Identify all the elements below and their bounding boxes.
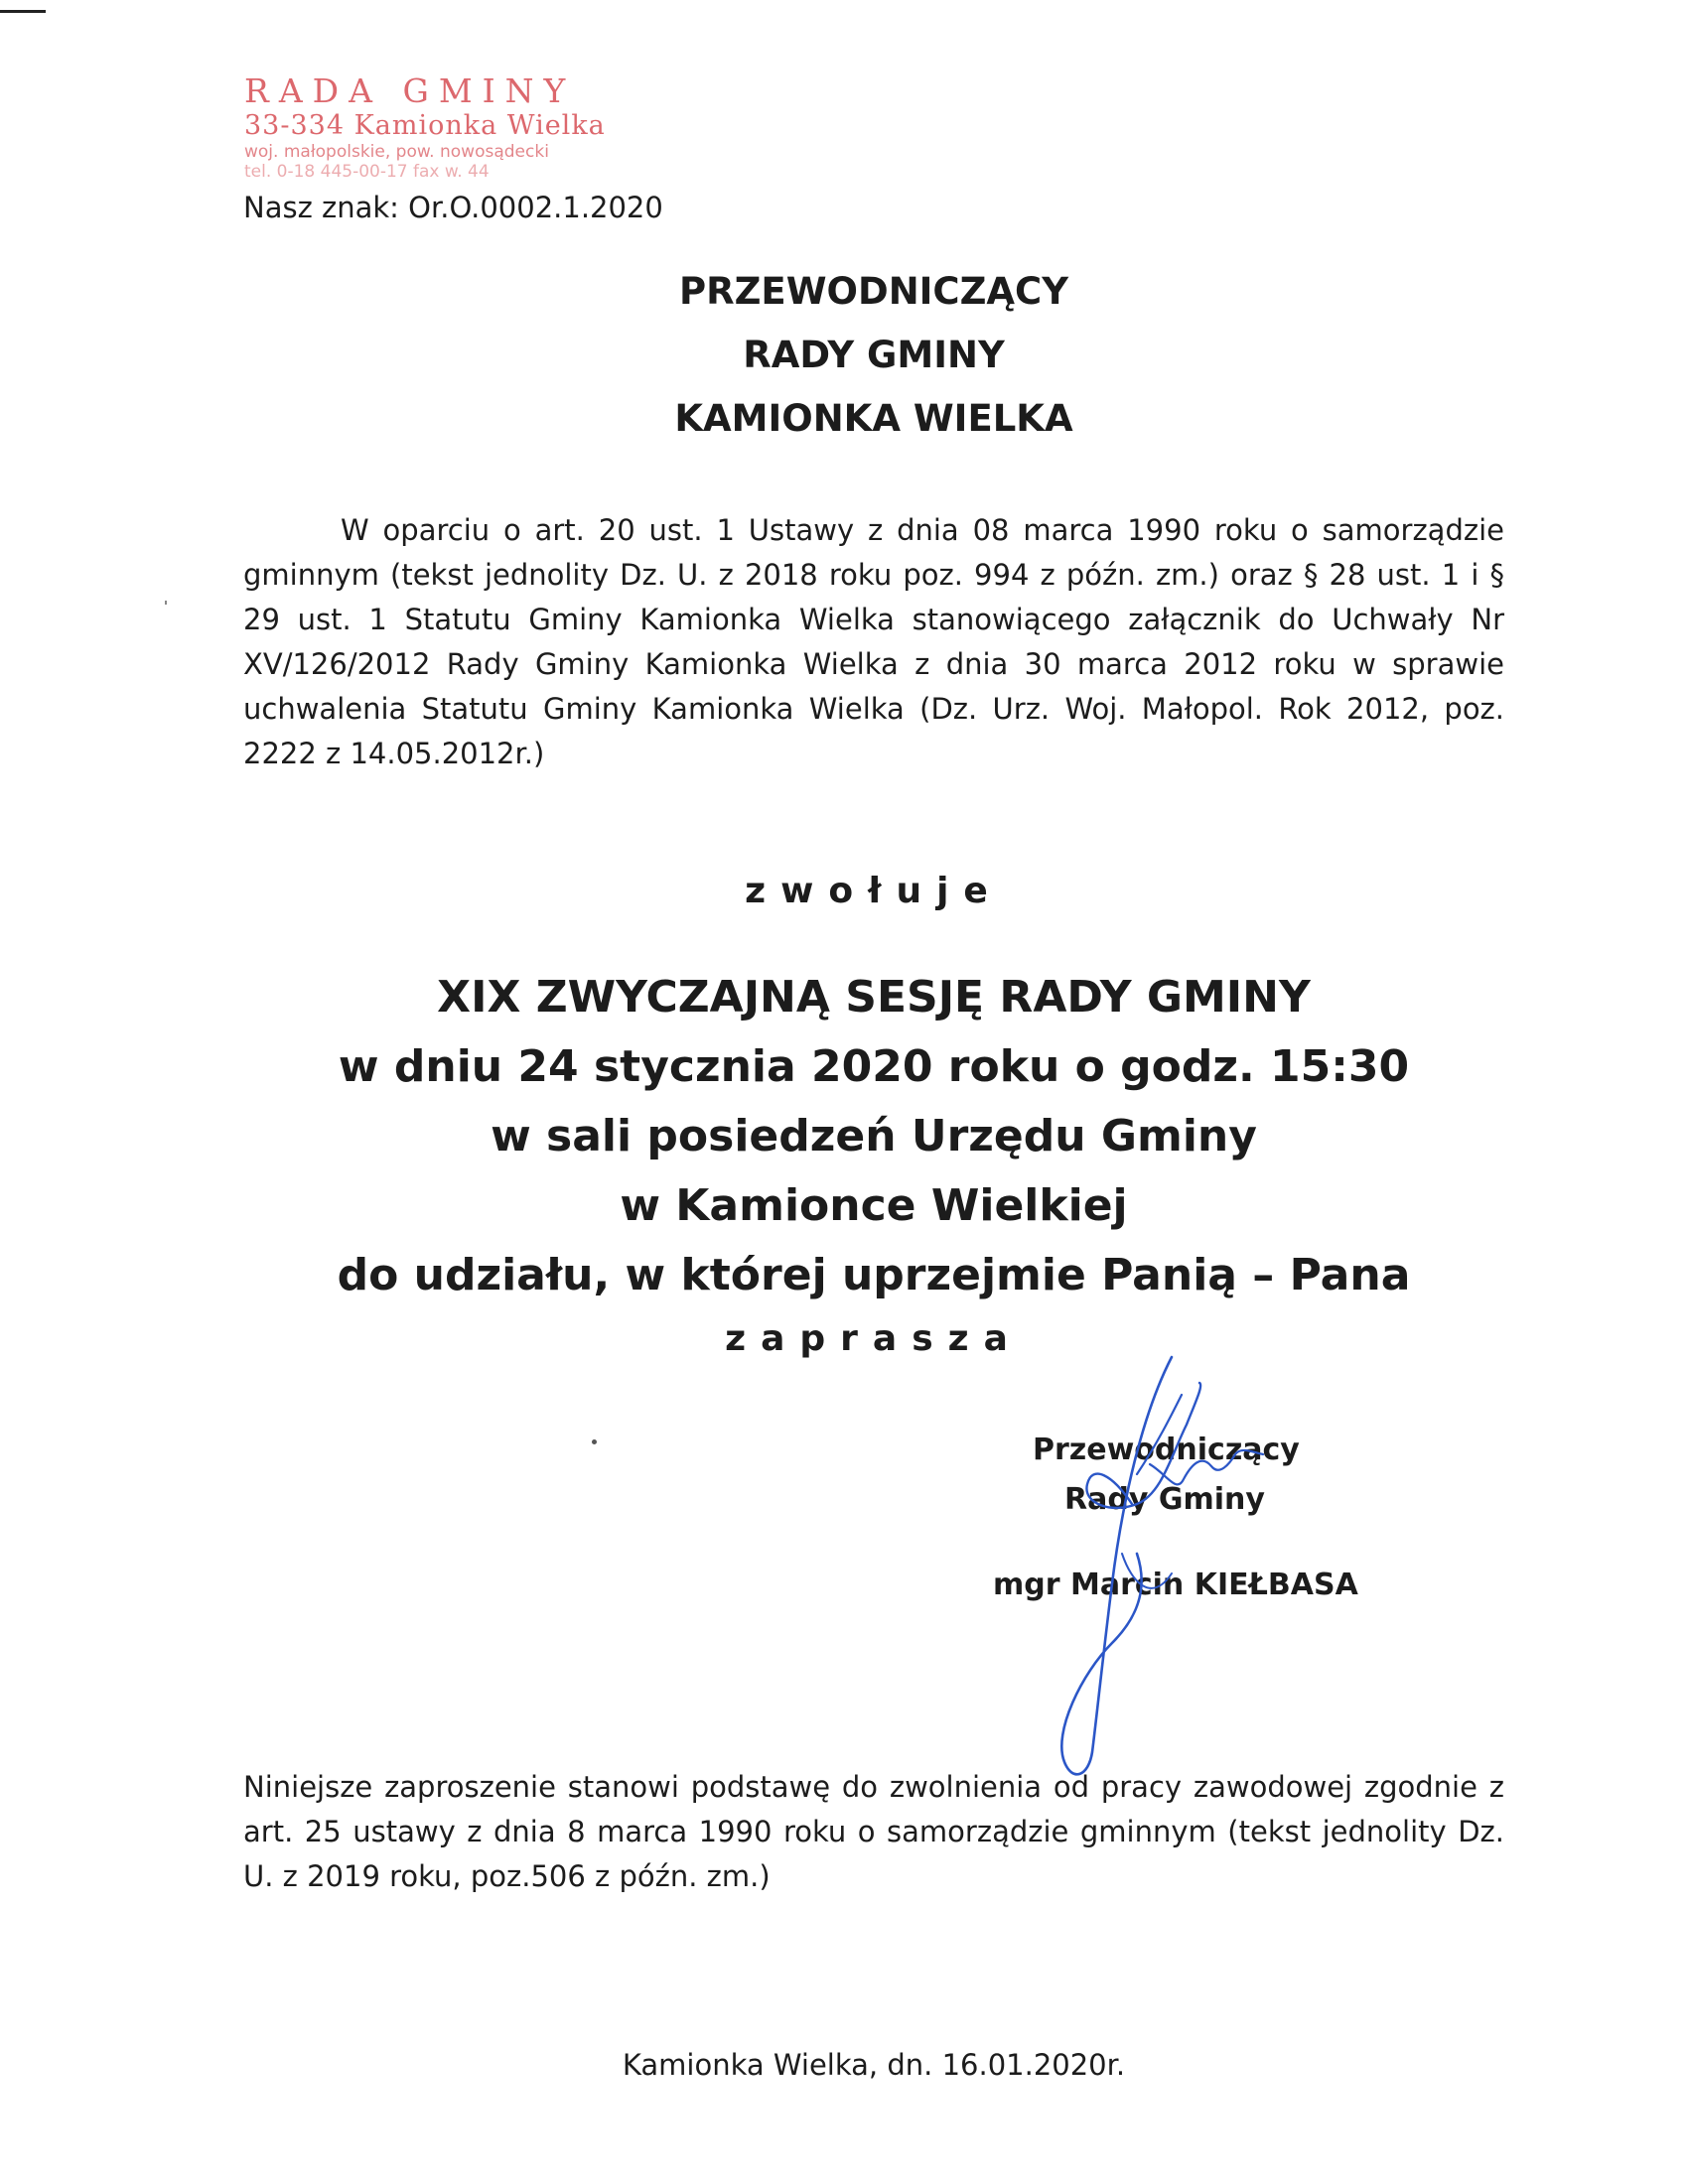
session-announcement [0,963,1688,1310]
signatory-title-1: Przewodniczący [1033,1433,1300,1467]
invites-word: zaprasza [725,1318,1023,1359]
session-line-1: XIX ZWYCZAJNĄ SESJĘ RADY GMINY [437,972,1311,1023]
stamp-line-4: tel. 0-18 445-00-17 fax w. 44 [244,162,490,182]
session-line-4: w Kamionce Wielkiej [620,1180,1128,1231]
session-line-2: w dniu 24 stycznia 2020 roku o godz. 15:30 [338,1041,1410,1092]
document-heading [0,260,1688,451]
stamp-line-2: 33-334 Kamionka Wielka [244,110,606,141]
scan-speck [165,601,167,605]
heading-line-3: KAMIONKA WIELKA [674,397,1073,440]
council-stamp [244,71,612,181]
heading-line-1: PRZEWODNICZĄCY [679,270,1068,313]
convenes-word: zwołuje [745,871,1003,911]
session-line-5: do udziału, w której uprzejmie Panią – Pana [337,1250,1411,1300]
signatory-title-2: Rady Gminy [1064,1482,1265,1517]
handwritten-signature [973,1355,1301,1782]
stamp-line-1: RADA GMINY [244,71,576,110]
place-and-date: Kamionka Wielka, dn. 16.01.2020r. [622,2048,1126,2082]
scan-edge-mark [0,10,46,13]
stamp-line-3: woj. małopolskie, pow. nowosądecki [244,142,549,162]
reference-number: Nasz znak: Or.O.0002.1.2020 [243,191,663,224]
legal-basis-paragraph: W oparciu o art. 20 ust. 1 Ustawy z dnia 08 marca 1990 roku o samorządzie gminnym (tekst jednolity Dz. U. z 2018 roku poz. 994 z późn. zm.) oraz § 28 ust. 1 i § 29 ust. 1 Statutu Gminy Kamionka Wielka stanowiącego załącznik do Uchwały Nr XV/126/2012 Rady Gminy Kamionka Wielka z dnia 30 marca 2012 roku w sprawie uchwalenia Statutu Gminy Kamionka Wielka (Dz. Urz. Woj. Małopol. Rok 2012, poz. 2222 z 14.05.2012r.) [243,513,1504,770]
signatory-name: mgr Marcin KIEŁBASA [993,1568,1358,1602]
heading-line-2: RADY GMINY [743,334,1005,376]
employer-release-note: Niniejsze zaproszenie stanowi podstawę do zwolnienia od pracy zawodowej zgodnie z art. 25 ustawy z dnia 8 marca 1990 roku o samorządzie gminnym (tekst jednolity Dz. U. z 2019 roku, poz.506 z późn. zm.) [243,1770,1504,1893]
session-line-3: w sali posiedzeń Urzędu Gminy [491,1111,1257,1161]
scan-dot [592,1439,597,1444]
